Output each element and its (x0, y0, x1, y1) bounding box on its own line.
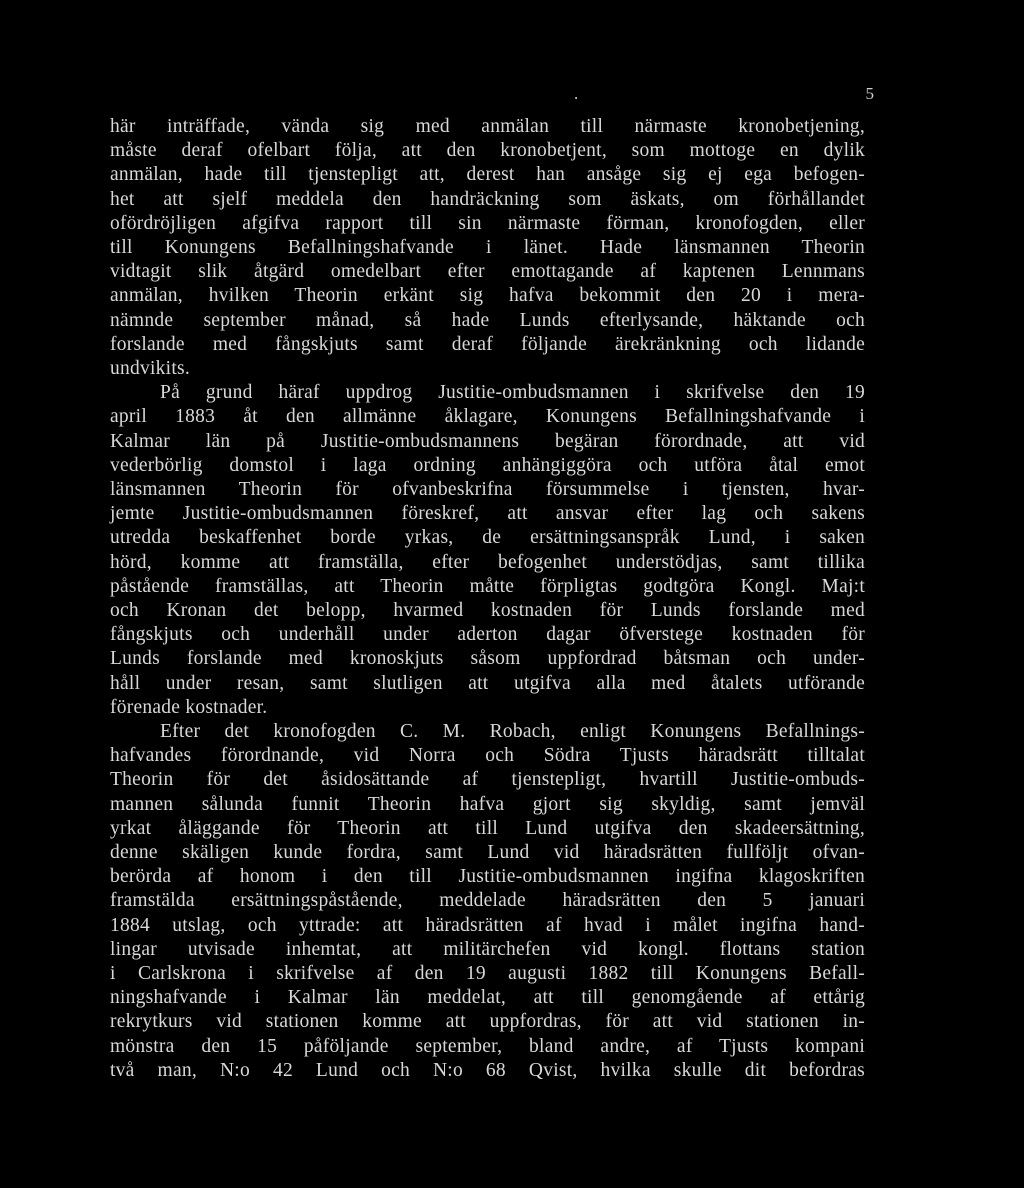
text-line: Efter det kronofogden C. M. Robach, enligt Konungens Befallnings- (160, 721, 865, 742)
text-line: Theorin för det åsidosättande af tjenstepligt, hvartill Justitie-ombuds- (110, 769, 865, 791)
text-line: På grund häraf uppdrog Justitie-ombudsmannen i skrifvelse den 19 (160, 382, 865, 404)
text-line: jemte Justitie-ombudsmannen föreskref, att ansvar efter lag och sakens (110, 503, 865, 525)
text-line: håll under resan, samt slutligen att utgifva alla med åtalets utförande (110, 672, 865, 694)
text-line: två man, N:o 42 Lund och N:o 68 Qvist, hvilka skulle dit befordras (110, 1059, 865, 1081)
text-line: rekrytkurs vid stationen komme att uppfordras, för att vid stationen in- (110, 1011, 865, 1033)
text-line: hafvandes förordnande, vid Norra och Södra Tjusts häradsrätt tilltalat (110, 745, 865, 767)
text-line: framstälda ersättningspåstående, meddelade häradsrätten den 5 januari (110, 890, 865, 912)
text-line: yrkat åläggande för Theorin att till Lund utgifva den skadeersättning, (110, 817, 865, 839)
page-number: 5 (865, 84, 874, 103)
text-line: förenade kostnader. (110, 696, 268, 718)
text-line: utredda beskaffenhet borde yrkas, de ersättningsanspråk Lund, i saken (110, 527, 865, 549)
text-line: april 1883 åt den allmänne åklagare, Konungens Befallningshafvande i (110, 406, 865, 428)
text-line: 1884 utslag, och yttrade: att häradsrätten af hvad i målet ingifna hand- (110, 914, 865, 936)
text-line: vidtagit slik åtgärd omedelbart efter emottagande af kaptenen Lennmans (110, 261, 865, 283)
text-line: länsmannen Theorin för ofvanbeskrifna försummelse i tjensten, hvar- (110, 479, 865, 500)
text-line: lingar utvisade inhemtat, att militärchefen vid kongl. flottans station (110, 938, 865, 960)
text-line: anmälan, hade till tjenstepligt att, derest han ansåge sig ej ega befogen- (110, 164, 865, 186)
text-line: Kalmar län på Justitie-ombudsmannens begäran förordnade, att vid (110, 430, 865, 452)
text-line: till Konungens Befallningshafvande i länet. Hade länsmannen Theorin (110, 237, 865, 258)
text-line: forslande med fångskjuts samt deraf följande ärekränkning och lidande (110, 333, 865, 355)
stray-mark: . (574, 84, 579, 103)
text-line: denne skäligen kunde fordra, samt Lund vid häradsrätten fullföljt ofvan- (110, 842, 865, 863)
text-line: Lunds forslande med kronoskjuts såsom uppfordrad båtsman och under- (110, 648, 865, 670)
text-line: het att sjelf meddela den handräckning som äskats, om förhållandet (110, 188, 865, 210)
text-line: mannen sålunda funnit Theorin hafva gjort sig skyldig, samt jemväl (110, 793, 865, 815)
text-line: hörd, komme att framställa, efter befogenhet understödjas, samt tillika (110, 551, 865, 573)
text-line: anmälan, hvilken Theorin erkänt sig hafva bekommit den 20 i mera- (110, 285, 865, 307)
text-line: undvikits. (110, 358, 190, 379)
text-line: i Carlskrona i skrifvelse af den 19 augusti 1882 till Konungens Befall- (110, 963, 865, 984)
text-line: och Kronan det belopp, hvarmed kostnaden för Lunds forslande med (110, 600, 865, 621)
text-line: ningshafvande i Kalmar län meddelat, att till genomgående af ettårig (110, 987, 865, 1009)
text-line: ofördröjligen afgifva rapport till sin närmaste förman, kronofogden, eller (110, 212, 865, 234)
text-line: vederbörlig domstol i laga ordning anhängiggöra och utföra åtal emot (110, 454, 865, 476)
text-line: här inträffade, vända sig med anmälan till närmaste kronobetjening, (110, 116, 865, 137)
text-line: nämnde september månad, så hade Lunds efterlysande, häktande och (110, 309, 865, 331)
text-line: fångskjuts och underhåll under aderton dagar öfverstege kostnaden för (110, 624, 865, 646)
text-line: påstående framställas, att Theorin måtte förpligtas godtgöra Kongl. Maj:t (110, 575, 865, 597)
text-line: berörda af honom i den till Justitie-ombudsmannen ingifna klagoskriften (110, 866, 865, 888)
text-line: måste deraf ofelbart följa, att den kronobetjent, som mottoge en dylik (110, 140, 865, 162)
text-line: mönstra den 15 påföljande september, bland andre, af Tjusts kompani (110, 1035, 865, 1057)
